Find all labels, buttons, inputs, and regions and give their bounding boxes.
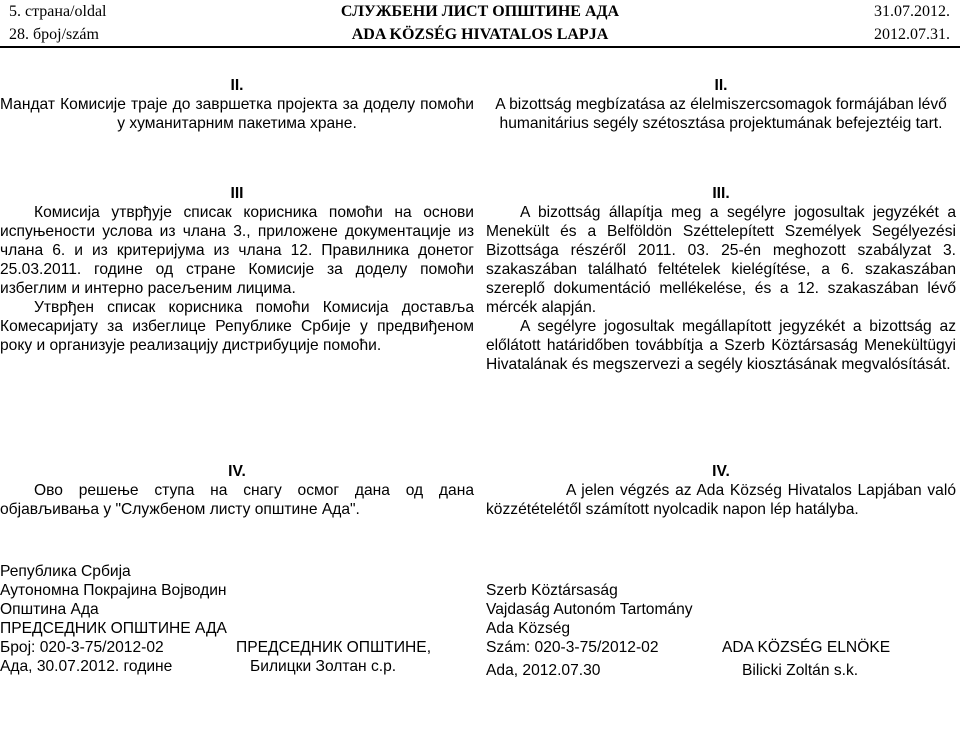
page-header xyxy=(0,0,960,46)
section-heading: III. xyxy=(712,185,730,202)
signer-role: ADA KÖZSÉG ELNÖKE xyxy=(722,639,891,656)
signer-name: Билицки Золтан с.р. xyxy=(250,658,397,675)
sig-line-2: Аутономна Покрајина Војводин xyxy=(0,582,227,599)
place-date: Ada, 2012.07.30 xyxy=(486,662,601,679)
sig-row-place xyxy=(486,661,956,680)
section-heading: II. xyxy=(230,77,244,94)
section-paragraph-1: Комисија утврђује списак корисника помоћи на основи испуњености услова из члана 3., приложене документације из члана 6. и из критеријума из члана 12. Правилника донетог 25.03.2011. године од стране Комисије за доделу помоћи избеглим и интерно расељеним лицима. xyxy=(0,204,474,297)
section-4-serbian xyxy=(0,462,474,519)
signer-role: ПРЕДСЕДНИК ОПШТИНЕ, xyxy=(236,639,432,656)
signature-block-hungarian xyxy=(486,581,956,680)
title-serbian: СЛУЖБЕНИ ЛИСТ ОПШТИНЕ АДА xyxy=(340,3,620,20)
sig-line-1: Szerb Köztársaság xyxy=(486,582,618,599)
date-hungarian: 2012.07.31. xyxy=(874,26,950,43)
section-text: A bizottság megbízatása az élelmiszercsomagok formájában lévő humanitárius segély szétosztása projektumának befejeztéig tart. xyxy=(495,96,947,132)
sig-line-3: Општина Ада xyxy=(0,601,99,618)
header-title xyxy=(0,0,960,46)
section-3-hungarian xyxy=(486,184,956,374)
document-number: Szám: 020-3-75/2012-02 xyxy=(486,639,659,656)
sig-line-1: Република Србија xyxy=(0,563,131,580)
signature-block-serbian xyxy=(0,562,474,676)
section-heading: II. xyxy=(714,77,728,94)
document-number: Број: 020-3-75/2012-02 xyxy=(0,639,164,656)
section-heading: III xyxy=(230,185,244,202)
sig-row-number xyxy=(486,638,956,657)
sig-line-3: Ada Község xyxy=(486,620,571,637)
section-paragraph-2: A segélyre jogosultak megállapított jegyzékét a bizottság az előlátott határidőben továbbítja a Szerb Köztársaság Menekültügyi Hivatalának és megszervezi a segély kiosztásának megvalósítását. xyxy=(486,318,956,373)
section-3-serbian xyxy=(0,184,474,355)
sig-line-2: Vajdaság Autonóm Tartomány xyxy=(486,601,693,618)
section-heading: IV. xyxy=(228,463,246,480)
section-text: Мандат Комисије траје до завршетка пројекта за доделу помоћи у хуманитарним пакетима хране. xyxy=(0,96,474,132)
section-text: Ово решење ступа на снагу осмог дана од дана објављивања у "Службеном листу општине Ада". xyxy=(0,482,474,518)
sig-row-number xyxy=(0,638,474,657)
page-number: 5. страна/oldal xyxy=(9,3,107,20)
issue-number: 28. број/szám xyxy=(9,26,99,43)
title-hungarian: ADA KÖZSÉG HIVATALOS LAPJA xyxy=(351,26,609,43)
section-paragraph-1: A bizottság állapítja meg a segélyre jogosultak jegyzékét a Menekült és a Belföldön Széttelepített Személyek Segélyezési Bizottsága részéről 2011. 03. 25-én meghozott szabályzat 3. szakaszában található feltételek kielégítése, a 6. szakaszában szereplő dokumentáció mellékelése, és a 12. szakaszában lévő mércék alapján. xyxy=(486,204,956,316)
sig-row-place xyxy=(0,657,474,676)
section-2-serbian xyxy=(0,76,474,133)
signer-name: Bilicki Zoltán s.k. xyxy=(742,662,859,679)
header-divider xyxy=(0,46,960,48)
section-4-hungarian xyxy=(486,462,956,519)
place-date: Ада, 30.07.2012. године xyxy=(0,658,173,675)
section-2-hungarian xyxy=(486,76,956,133)
header-right xyxy=(874,0,950,46)
sig-line-4: ПРЕДСЕДНИК ОПШТИНЕ АДА xyxy=(0,620,227,637)
date-serbian: 31.07.2012. xyxy=(874,3,950,20)
section-paragraph-2: Утврђен списак корисника помоћи Комисија доставља Комесаријату за избеглице Републике Србије у предвиђеном року и организује реализацију дистрибуције помоћи. xyxy=(0,299,474,354)
section-heading: IV. xyxy=(712,463,730,480)
section-text: A jelen végzés az Ada Község Hivatalos Lapjában való közzétételétől számított nyolcadik napon lép hatályba. xyxy=(486,482,956,518)
